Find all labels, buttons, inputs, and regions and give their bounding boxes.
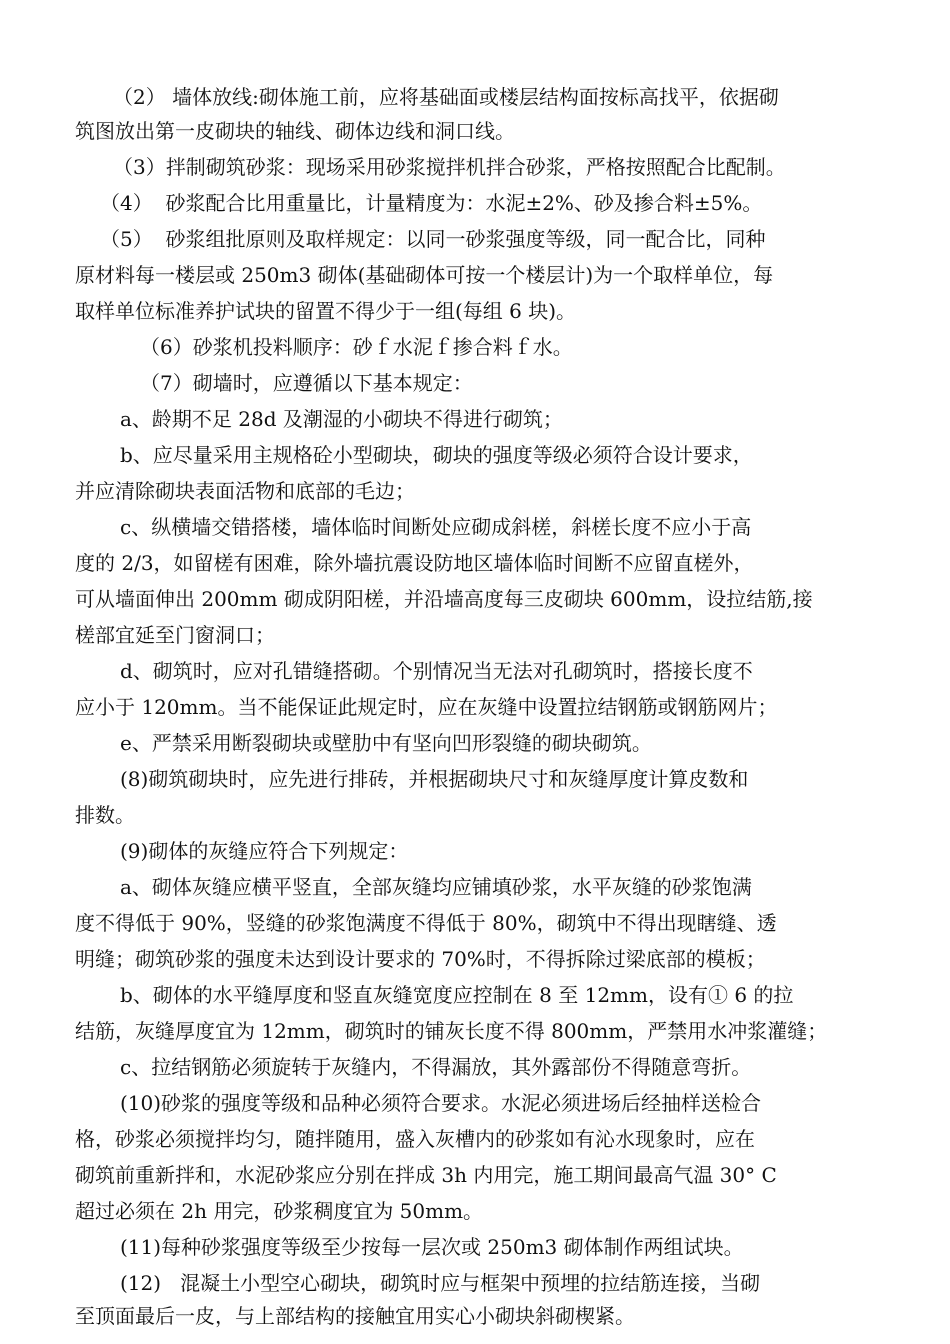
text-line: (11)每种砂浆强度等级至少按每一层次或 250m3 砌体制作两组试块。 bbox=[120, 1235, 744, 1259]
text-line: b、砌体的水平缝厚度和竖直灰缝宽度应控制在 8 至 12mm，设有① 6 的拉 bbox=[120, 983, 794, 1007]
text-line: 取样单位标准养护试块的留置不得少于一组(每组 6 块)。 bbox=[75, 299, 577, 323]
text-line: 结筋，灰缝厚度宜为 12mm，砌筑时的铺灰长度不得 800mm，严禁用水冲浆灌缝； bbox=[75, 1019, 828, 1043]
text-line: c、拉结钢筋必须旋转于灰缝内，不得漏放，其外露部份不得随意弯折。 bbox=[120, 1055, 752, 1079]
text-line: （3）拌制砌筑砂浆：现场采用砂浆搅拌机拌合砂浆，严格按照配合比配制。 bbox=[113, 155, 786, 179]
text-line: e、严禁采用断裂砌块或壁肋中有坚向凹形裂缝的砌块砌筑。 bbox=[120, 731, 652, 755]
text-line: （6）砂浆机投料顺序：砂ｆ水泥ｆ掺合料ｆ水。 bbox=[140, 335, 573, 359]
text-line: （2） 墙体放线:砌体施工前，应将基础面或楼层结构面按标高找平，依据砌 bbox=[113, 85, 779, 109]
text-line: （7）砌墙时，应遵循以下基本规定： bbox=[140, 371, 473, 395]
text-line: a、砌体灰缝应横平竖直，全部灰缝均应铺填砂浆，水平灰缝的砂浆饱满 bbox=[120, 875, 752, 899]
text-line: b、应尽量采用主规格砼小型砌块，砌块的强度等级必须符合设计要求， bbox=[120, 443, 753, 467]
text-line: (10)砂浆的强度等级和品种必须符合要求。水泥必须进场后经抽样送检合 bbox=[120, 1091, 762, 1115]
text-line: 砌筑前重新拌和，水泥砂浆应分别在拌成 3h 内用完，施工期间最高气温 30° C bbox=[75, 1163, 777, 1187]
text-line: （4） 砂浆配合比用重量比，计量精度为：水泥±2%、砂及掺合料±5%。 bbox=[100, 191, 763, 215]
text-line: 槎部宜延至门窗洞口； bbox=[75, 623, 275, 647]
text-line: 超过必须在 2h 用完，砂浆稠度宜为 50mm。 bbox=[75, 1199, 484, 1223]
text-line: 明缝；砌筑砂浆的强度未达到设计要求的 70%时，不得拆除过梁底部的模板； bbox=[75, 947, 766, 971]
text-line: (12) 混凝土小型空心砌块，砌筑时应与框架中预埋的拉结筋连接，当砌 bbox=[120, 1271, 761, 1295]
text-line: 度的 2/3，如留槎有困难，除外墙抗震设防地区墙体临时间断不应留直槎外， bbox=[75, 551, 754, 575]
text-line: 原材料每一楼层或 250m3 砌体(基础砌体可按一个楼层计)为一个取样单位，每 bbox=[75, 263, 774, 287]
text-line: 应小于 120mm。当不能保证此规定时，应在灰缝中设置拉结钢筋或钢筋网片； bbox=[75, 695, 778, 719]
text-line: 排数。 bbox=[75, 803, 135, 827]
text-line: d、砌筑时，应对孔错缝搭砌。个别情况当无法对孔砌筑时，搭接长度不 bbox=[120, 659, 753, 683]
text-line: （5） 砂浆组批原则及取样规定：以同一砂浆强度等级，同一配合比，同种 bbox=[100, 227, 766, 251]
text-line: a、龄期不足 28d 及潮湿的小砌块不得进行砌筑； bbox=[120, 407, 563, 431]
text-line: c、纵横墙交错搭楼，墙体临时间断处应砌成斜槎，斜槎长度不应小于高 bbox=[120, 515, 752, 539]
text-line: (9)砌体的灰缝应符合下列规定： bbox=[120, 839, 409, 863]
text-line: 格，砂浆必须搅拌均匀，随拌随用，盛入灰槽内的砂浆如有沁水现象时，应在 bbox=[75, 1127, 755, 1151]
text-line: 度不得低于 90%，竖缝的砂浆饱满度不得低于 80%，砌筑中不得出现瞎缝、透 bbox=[75, 911, 777, 935]
text-line: 筑图放出第一皮砌块的轴线、砌体边线和洞口线。 bbox=[75, 119, 515, 143]
text-line: 并应清除砌块表面活物和底部的毛边； bbox=[75, 479, 415, 503]
text-line: 可从墙面伸出 200mm 砌成阴阳槎，并沿墙高度每三皮砌块 600mm，设拉结筋,接 bbox=[75, 587, 813, 611]
text-line: (8)砌筑砌块时，应先进行排砖，并根据砌块尺寸和灰缝厚度计算皮数和 bbox=[120, 767, 749, 791]
text-line: 至顶面最后一皮，与上部结构的接触宜用实心小砌块斜砌楔紧。 bbox=[75, 1304, 635, 1328]
